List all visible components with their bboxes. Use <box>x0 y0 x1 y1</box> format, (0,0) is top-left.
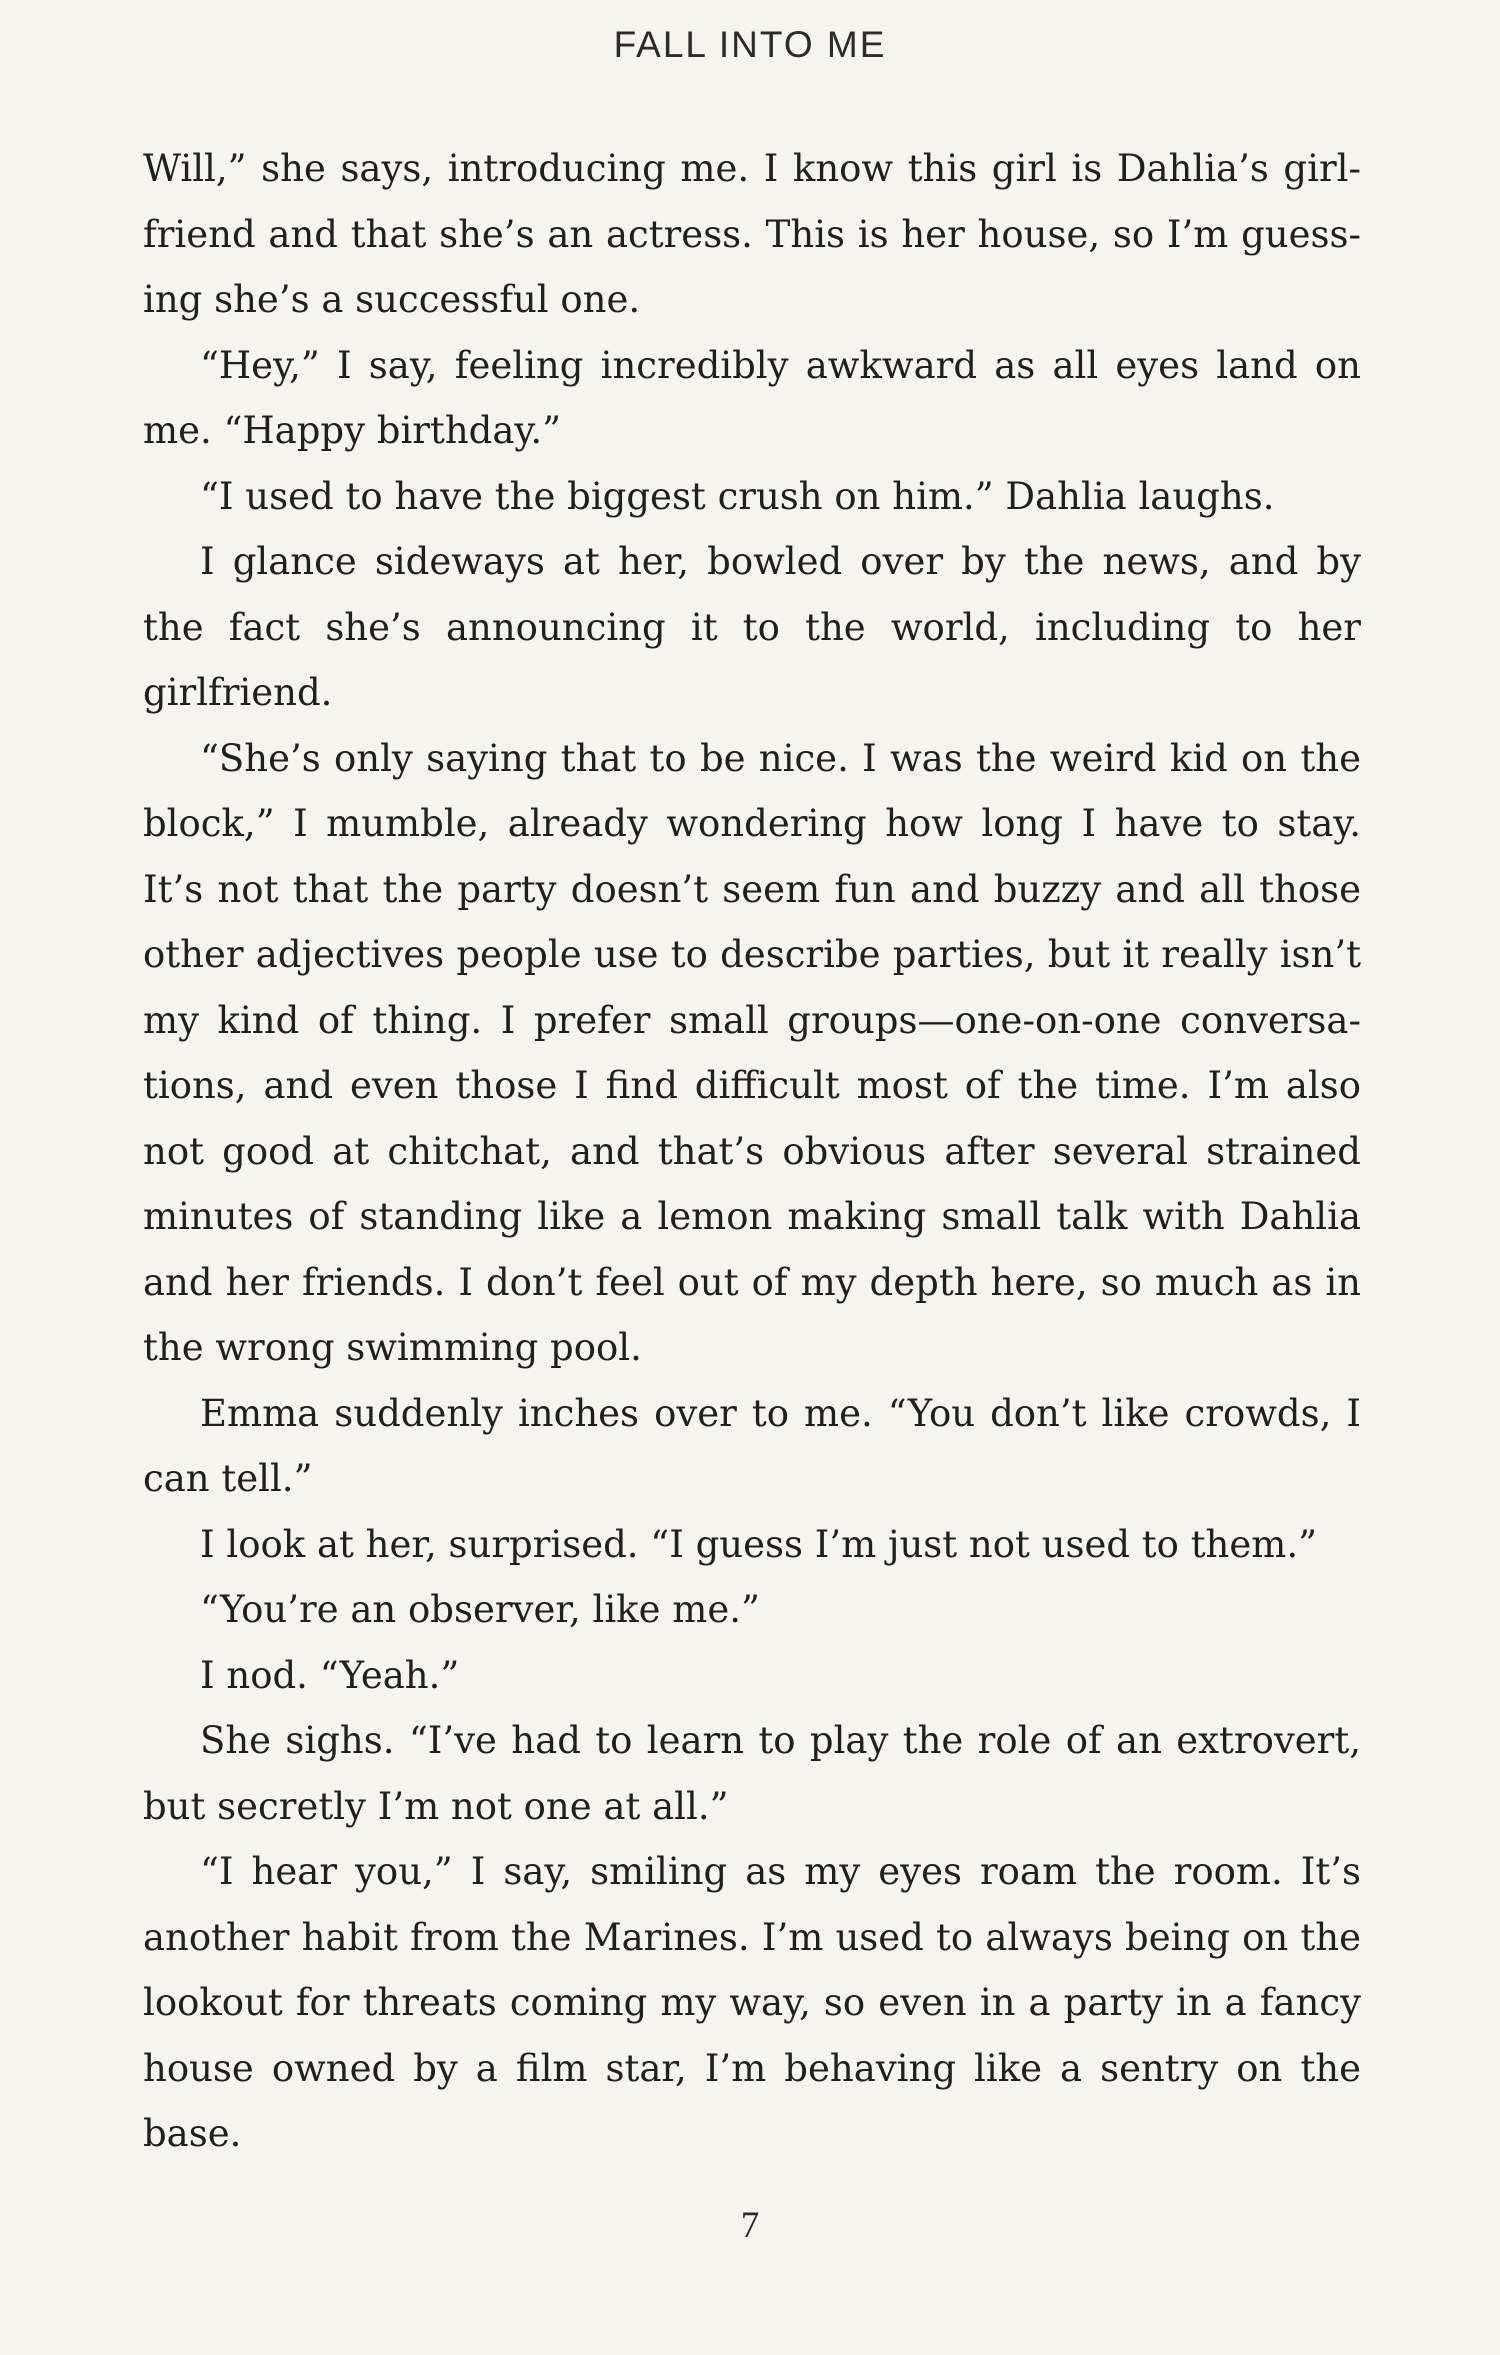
running-head: FALL INTO ME <box>613 24 887 65</box>
paragraph-5: “She’s only saying that to be nice. I was the weird kid on the block,” I mumble, already wondering how long I have to stay. It’s not that the party doesn’t seem fun and buzzy and all those other adjectives people use to describe parties, but it really isn’t my kind of thing. I prefer small groups—one-on-one conversations, and even those I find difficult most of the time. I’m also not good at chitchat, and that’s obvious after several strained minutes of standing like a lemon making small talk with Dahlia and her friends. I don’t feel out of my depth here, so much as in the wrong swimming pool. <box>143 736 1361 1369</box>
paragraph-6: Emma suddenly inches over to me. “You don’t like crowds, I can tell.” <box>143 1391 1361 1500</box>
paragraph-7: I look at her, surprised. “I guess I’m just not used to them.” <box>200 1522 1318 1566</box>
page-number: 7 <box>740 2205 760 2246</box>
paragraph-11: “I hear you,” I say, smiling as my eyes roam the room. It’s another habit from the Marines. I’m used to always being on the lookout for threats coming my way, so even in a party in a fancy house owned by a film star, I’m behaving like a sentry on the base. <box>143 1850 1361 2155</box>
paragraph-4: I glance sideways at her, bowled over by the news, and by the fact she’s announcing it to the world, including to her girlfriend. <box>143 540 1361 714</box>
paragraph-10: She sighs. “I’ve had to learn to play the role of an extrovert, but secretly I’m not one at all.” <box>143 1719 1361 1828</box>
body-text <box>143 136 1361 2167</box>
paragraph-2: “Hey,” I say, feeling incredibly awkward as all eyes land on me. “Happy birthday.” <box>143 343 1361 452</box>
paragraph-8: “You’re an observer, like me.” <box>200 1588 760 1631</box>
paragraph-9: I nod. “Yeah.” <box>200 1653 460 1697</box>
paragraph-3: “I used to have the biggest crush on him.” Dahlia laughs. <box>200 474 1275 518</box>
paragraph-1: Will,” she says, introducing me. I know this girl is Dahlia’s girlfriend and that she’s an actress. This is her house, so I’m guessing she’s a successful one. <box>143 147 1361 321</box>
